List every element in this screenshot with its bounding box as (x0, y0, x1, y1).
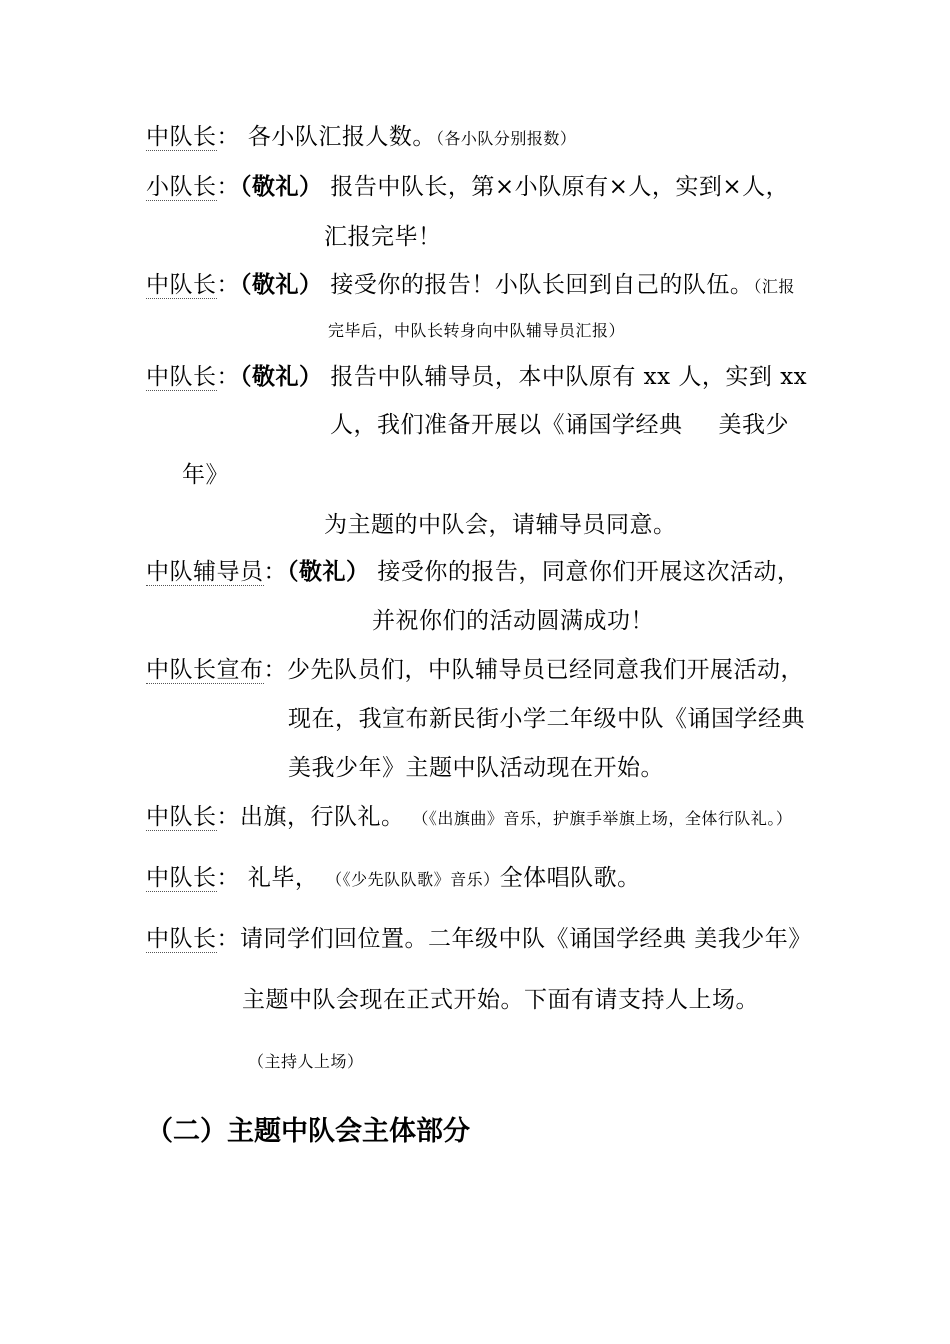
speaker-colon: ： (216, 926, 240, 952)
line-text: 礼毕， (247, 865, 319, 891)
dialogue-line (146, 557, 800, 587)
speaker-label: 中队长 (146, 364, 217, 390)
dialogue-line (146, 655, 804, 685)
line-text: 出旗，行队礼。 (240, 804, 405, 830)
salute-note: （敬礼） (240, 363, 323, 390)
dialogue-line (146, 362, 807, 392)
stage-note: （《少先队队歌》音乐） (326, 870, 500, 889)
speaker-label: 中队长宣布 (146, 657, 264, 683)
salute-note: （敬礼） (287, 558, 370, 585)
dialogue-line (146, 172, 789, 202)
line-text: 汇报完毕！ (324, 224, 442, 250)
line-text: 人，我们准备开展以《诵国学经典 (330, 412, 683, 438)
line-text: 少先队员们，中队辅导员已经同意我们开展活动， (287, 657, 804, 683)
line-text: 为主题的中队会，请辅导员同意。 (324, 512, 677, 538)
speaker-label: 中队长 (146, 804, 217, 830)
line-text-continued: 全体唱队歌。 (499, 865, 641, 891)
continuation-line (372, 606, 654, 636)
speaker-label: 中队长 (146, 926, 217, 952)
speaker-colon: ： (216, 272, 240, 298)
speaker-colon: ： (216, 124, 240, 150)
dialogue-line (146, 802, 792, 834)
speaker-colon: ： (263, 657, 287, 683)
continuation-line (182, 460, 229, 490)
dialogue-line (146, 122, 576, 154)
speaker-label: 中队长 (146, 272, 217, 298)
line-text: 接受你的报告！小队长回到自己的队伍。 (330, 272, 754, 298)
continuation-line (330, 410, 789, 440)
line-text: 请同学们回位置。二年级中队《诵国学经典 美我少年》 (240, 926, 812, 952)
speaker-label: 中队长 (146, 865, 217, 891)
line-text: 年》 (182, 462, 229, 488)
speaker-colon: ： (216, 174, 240, 200)
dialogue-line (146, 270, 795, 302)
speaker-label: 小队长 (146, 174, 217, 200)
dialogue-line (146, 863, 641, 895)
stage-note: （《出旗曲》音乐，护旗手举旗上场，全体行队礼。） (412, 809, 793, 828)
speaker-label: 中队辅导员 (146, 559, 264, 585)
salute-note: （敬礼） (240, 271, 323, 298)
speaker-colon: ： (216, 804, 240, 830)
continuation-line (324, 222, 442, 252)
line-text: 报告中队辅导员，本中队原有 xx 人，实到 xx (330, 364, 808, 390)
speaker-label: 中队长 (146, 124, 217, 150)
continuation-line (324, 510, 677, 540)
line-text-continued: 美我少 (718, 412, 789, 438)
line-text: 主题中队会现在正式开始。下面有请支持人上场。 (242, 987, 759, 1013)
salute-note: （敬礼） (240, 173, 323, 200)
line-text: 各小队汇报人数。 (247, 124, 436, 150)
line-text: 美我少年》主题中队活动现在开始。 (288, 755, 664, 781)
continuation-line (248, 1047, 364, 1077)
stage-note: （各小队分别报数） (435, 129, 577, 148)
section-heading: （二）主题中队会主体部分 (146, 1116, 470, 1147)
speaker-colon: ： (216, 364, 240, 390)
continuation-line (242, 985, 759, 1015)
line-text: 报告中队长，第×小队原有×人，实到×人， (330, 174, 790, 200)
dialogue-line (146, 924, 812, 954)
continuation-line (288, 753, 664, 783)
line-text: 接受你的报告，同意你们开展这次活动， (377, 559, 801, 585)
stage-note: 完毕后，中队长转身向中队辅导员汇报） (328, 321, 626, 340)
line-text: 现在，我宣布新民街小学二年级中队《诵国学经典 (288, 706, 805, 732)
stage-note: （主持人上场） (248, 1052, 364, 1071)
stage-note: （汇报 (753, 277, 795, 296)
speaker-colon: ： (263, 559, 287, 585)
continuation-line (328, 316, 625, 346)
speaker-colon: ： (216, 865, 240, 891)
continuation-line (288, 704, 805, 734)
line-text: 并祝你们的活动圆满成功！ (372, 608, 654, 634)
